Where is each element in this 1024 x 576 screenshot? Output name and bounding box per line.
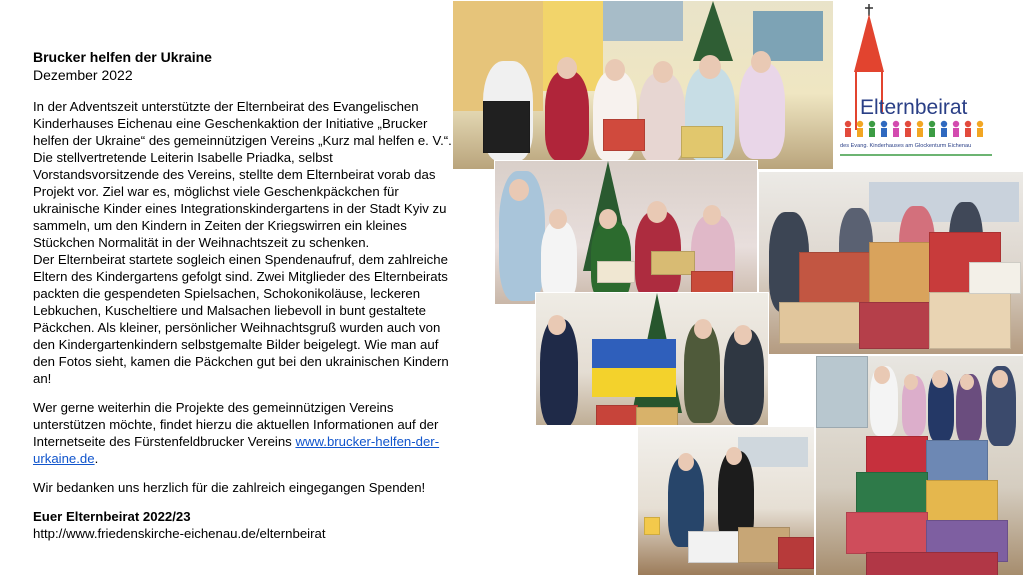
ukraine-flag-icon [592, 339, 676, 397]
paragraph-3-text: Wer gerne weiterhin die Projekte des gemeinnützigen Vereins unterstützen möchte, findet hierzu die aktuellen Informationen auf der Internetseite des Fürstenfeldbrucker Vereins [33, 400, 439, 449]
photo-children-stacked-boxes [815, 355, 1024, 576]
article [33, 48, 453, 542]
church-logo-icon [836, 2, 996, 160]
photo-costume-group [452, 0, 834, 170]
article-date: Dezember 2022 [33, 67, 133, 83]
article-paragraph-3 [33, 399, 453, 467]
children-row-icon [845, 121, 983, 137]
logo-subtitle: des Evang. Kinderhauses am Glockenturm Eichenau [840, 143, 972, 149]
photo-children-christmas-tree [494, 160, 758, 305]
photo-packing-table [637, 426, 815, 576]
photo-room-gift-boxes [758, 171, 1024, 355]
logo-name: Elternbeirat [860, 96, 968, 119]
signature: Euer Elternbeirat 2022/23 [33, 509, 191, 524]
article-title: Brucker helfen der Ukraine [33, 49, 212, 65]
paragraph-3-end: . [94, 451, 99, 466]
elternbeirat-logo [836, 2, 996, 160]
website-url: http://www.friedenskirche-eichenau.de/elternbeirat [33, 526, 326, 541]
article-paragraph-1: In der Adventszeit unterstützte der Elternbeirat des Evangelischen Kinderhauses Eichenau eine Geschenkaktion der Initiative „Brucker helfen der Ukraine“ des gemeinnützigen Vereins „Kurz mal helfen e. V.“. Die stellvertretende Leiterin Isabelle Priadka, selbst Vorstandsvorsitzende des Vereins, stellte dem Elternbeirat vorab das Projekt vor. Ziel war es, möglichst viele Geschenkpäckchen für ukrainische Kinder eines Integrationskindergartens in der Stadt Kyiv zu sammeln, um den Kindern in Zeiten der Kriegswirren ein kleines Stückchen Normalität in der Weihnachtszeit zu schenken. [33, 99, 452, 250]
thanks-text: Wir bedanken uns herzlich für die zahlreich eingegangen Spenden! [33, 480, 426, 495]
association-website-link[interactable]: www.brucker-helfen-der-urkaine.de [33, 434, 440, 466]
photo-ukrainian-flag-group [535, 292, 769, 426]
article-paragraph-2: Der Elternbeirat startete sogleich einen Spendenaufruf, dem zahlreiche Eltern des Kindergartens gefolgt sind. Zwei Mitglieder des Elternbeirats packten die gespendeten Spielsachen, Schokonikoläuse, leckeren Lebkuchen, Kuscheltiere und Malsachen liebevoll in bunt gestaltete Päckchen. Als kleiner, persönlicher Weihnachtsgruß wurden auch von den Kindergartenkindern selbstgemalte Bilder beigelegt. Wie man auf den Fotos sieht, kamen die Päckchen gut bei den ukrainischen Kindern an! [33, 252, 449, 386]
